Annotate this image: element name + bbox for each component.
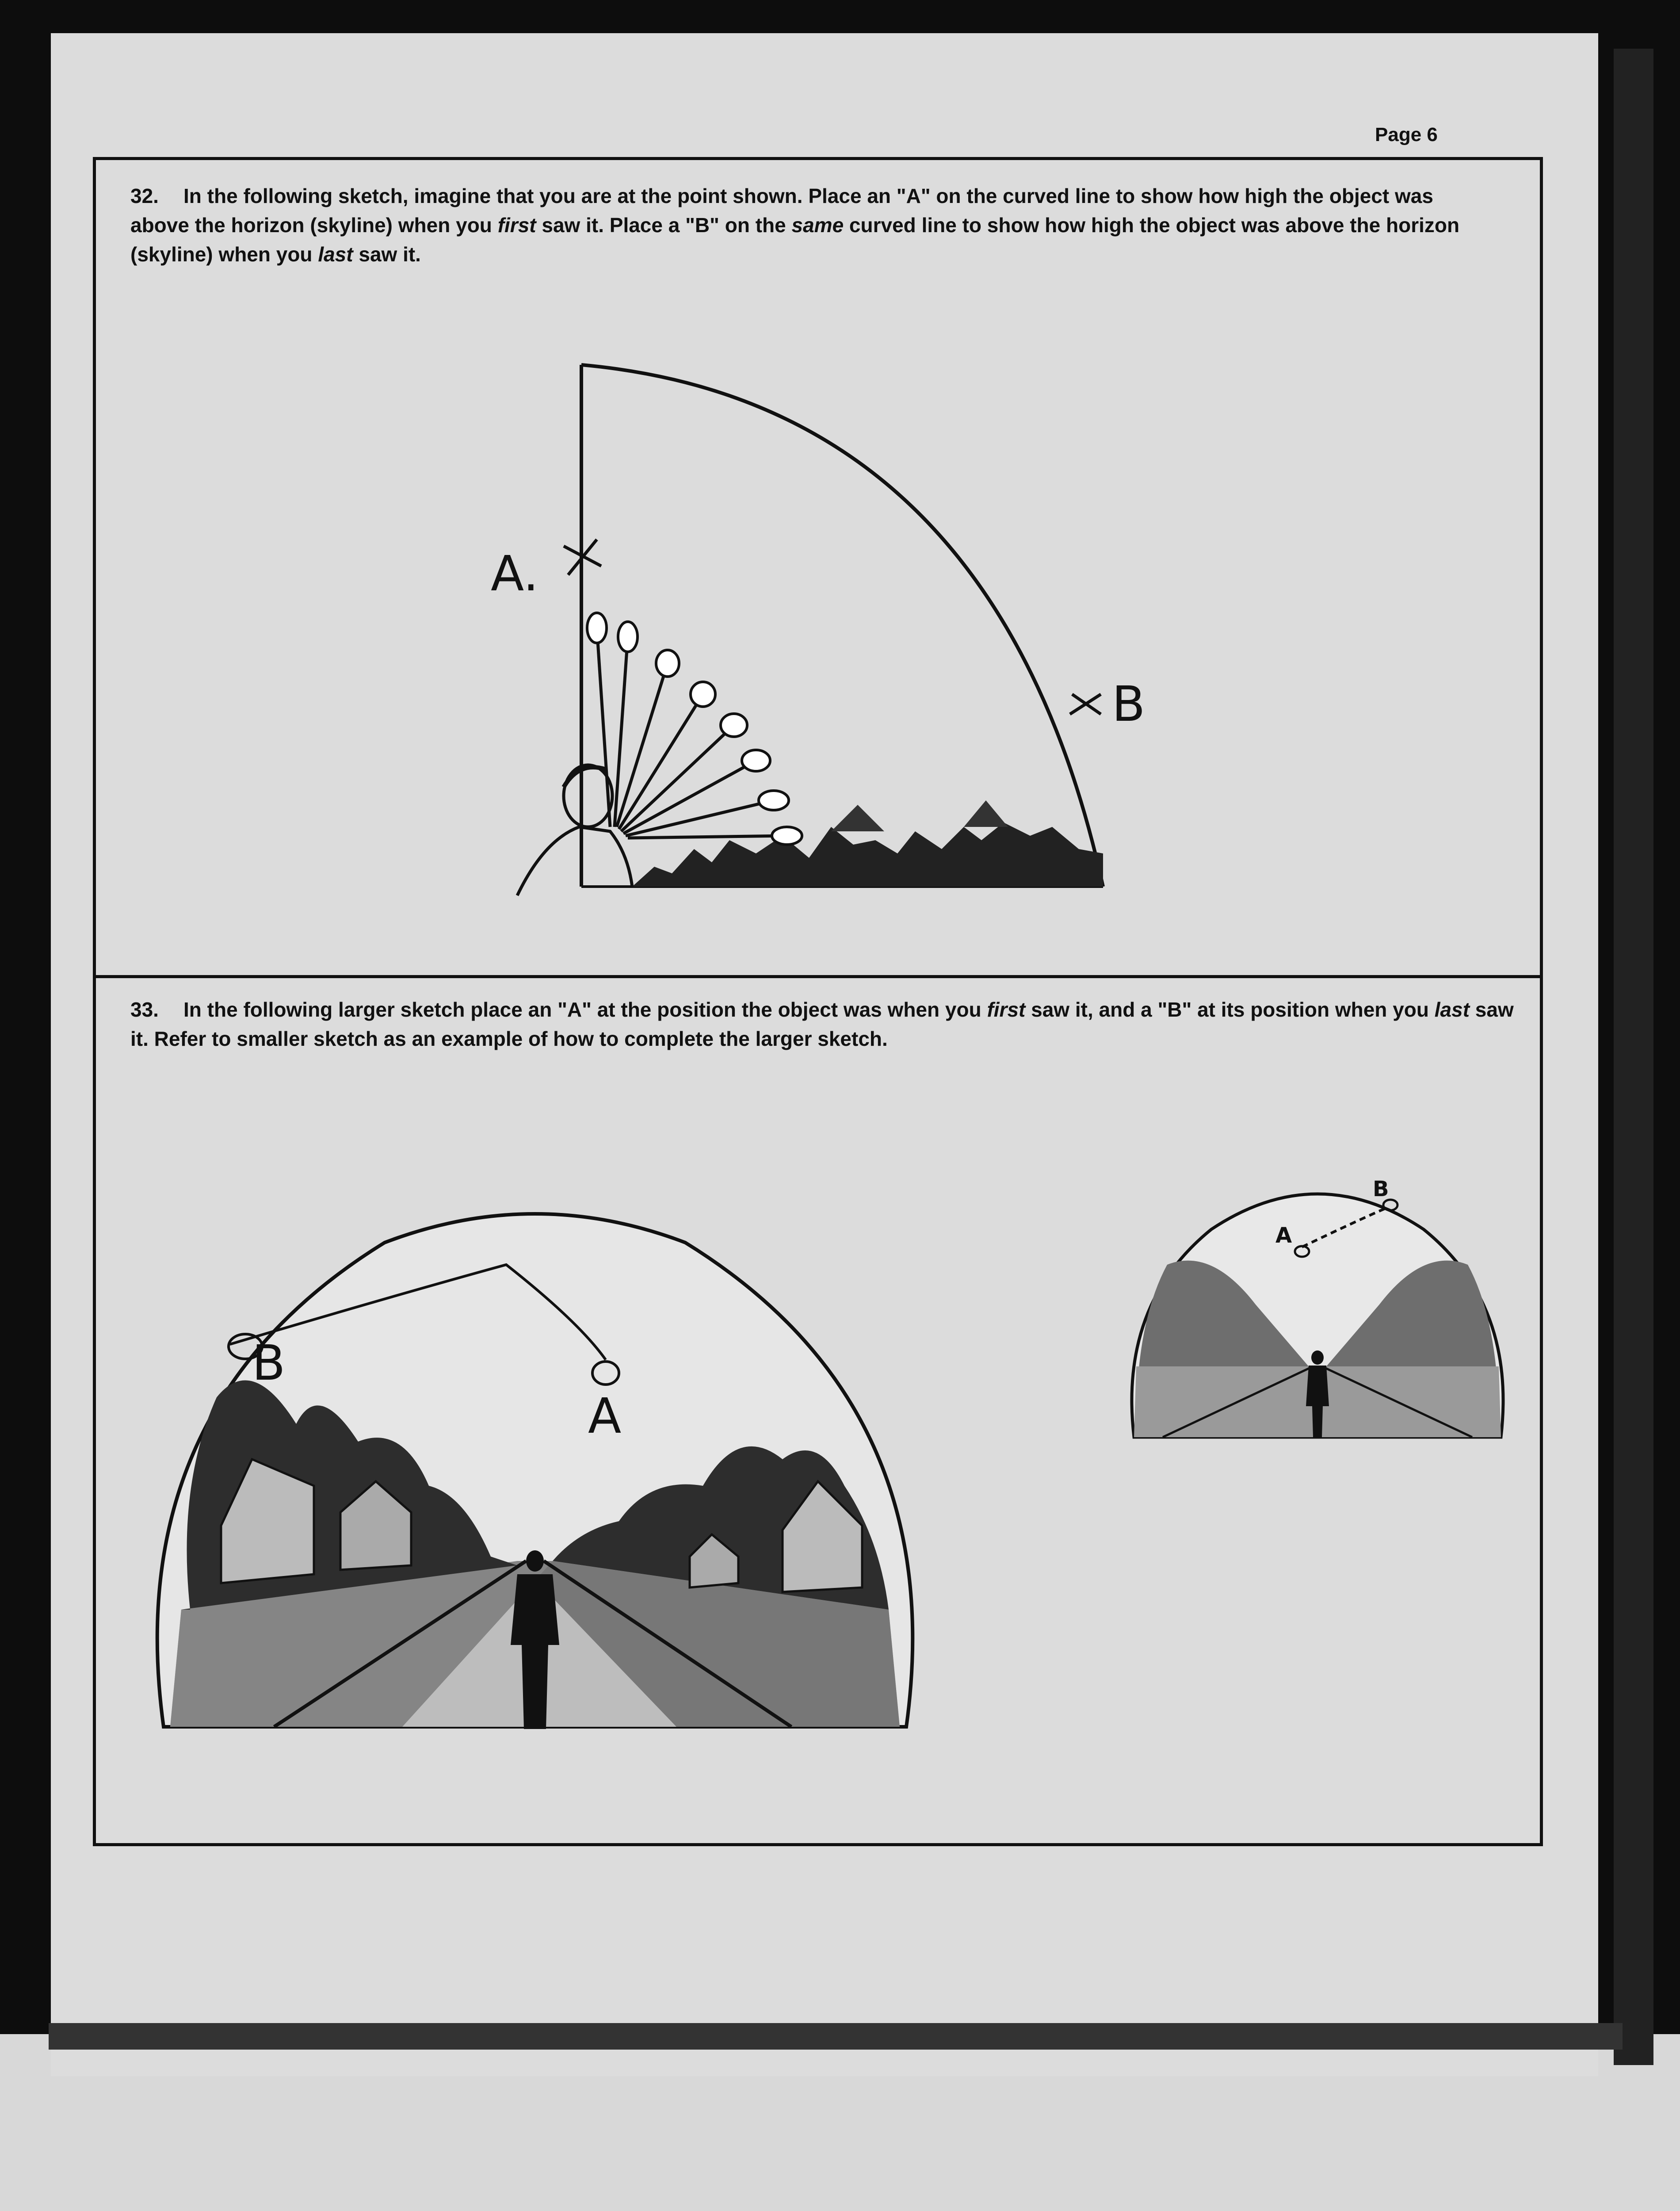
page-bottom-shadow — [49, 2023, 1623, 2050]
question-32-text: 32. In the following sketch, imagine that you are at the point shown. Place an "A" on the curved line to show how high the object was above the horizon (skyline) when you first saw it. Place a "B" on the same curved line to show how high the object was above the horizon (skyline) when you last saw it. — [130, 181, 1497, 269]
large-mark-b: B — [252, 1335, 286, 1391]
question-32-number: 32. — [130, 184, 159, 207]
large-mark-a: A — [588, 1388, 622, 1444]
mark-b-label: B — [1112, 676, 1145, 732]
large-street-sketch — [128, 1176, 942, 1742]
question-33-number: 33. — [130, 998, 159, 1021]
small-example-sketch — [1123, 1159, 1512, 1446]
mark-a-label: A. — [491, 545, 539, 602]
question-divider — [93, 975, 1543, 978]
page-edge-shadow — [1614, 49, 1653, 2065]
page-number: Page 6 — [1375, 124, 1438, 145]
horizon-arc-sketch — [464, 345, 1145, 911]
example-mark-b: B — [1373, 1177, 1389, 1201]
example-mark-a: A — [1275, 1223, 1292, 1248]
question-33-text: 33. In the following larger sketch place an "A" at the position the object was when you first saw it, and a "B" at its position when you last saw it. Refer to smaller sketch as an example of how to complete the larger sketch. — [130, 995, 1532, 1053]
